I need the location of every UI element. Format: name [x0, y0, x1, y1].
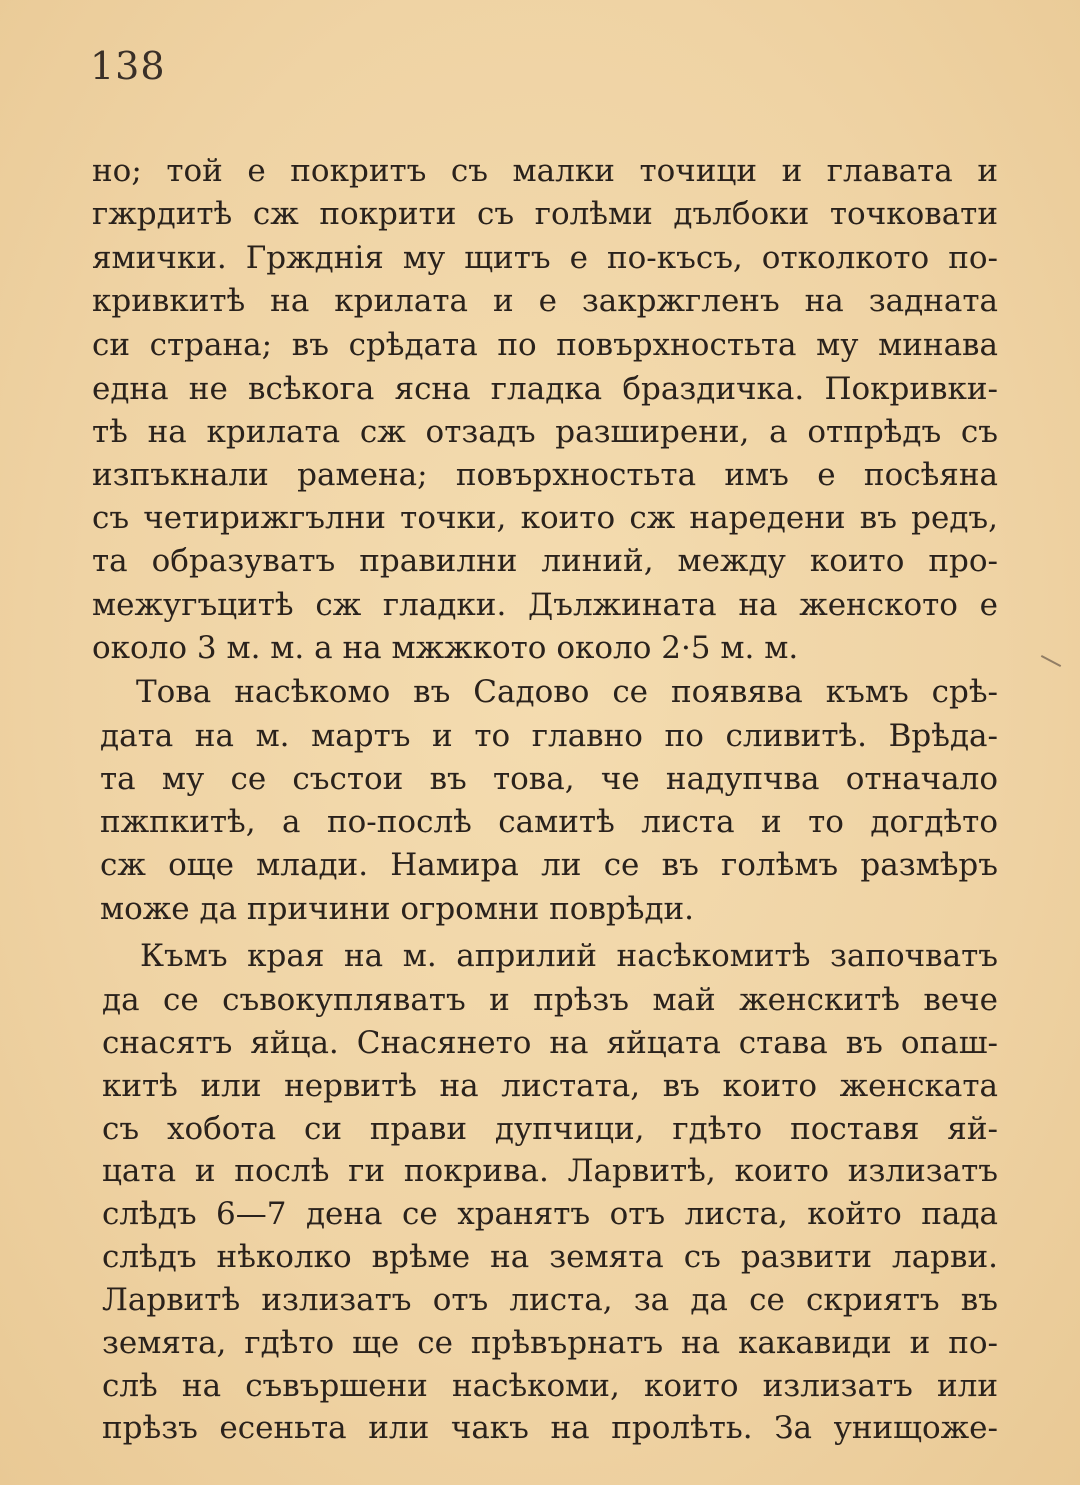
- margin-mark: [1041, 655, 1061, 667]
- text-line: слѣ на съвършени насѣкоми, които излизатъ или: [102, 1368, 998, 1404]
- text-line: но; той е покритъ съ малки точици и главата и: [92, 153, 998, 189]
- text-line: прѣзъ есеньта или чакъ на пролѣть. За унищоже-: [102, 1410, 998, 1446]
- text-line: земята, гдѣто ще се прѣвърнатъ на какавиди и по-: [102, 1325, 998, 1361]
- text-line: гжрдитѣ сж покрити съ голѣми дълбоки точковати: [92, 196, 998, 232]
- text-line: снасятъ яйца. Снасянето на яйцата става въ опаш-: [102, 1025, 998, 1061]
- text-line: съ хобота си прави дупчици, гдѣто поставя яй-: [102, 1111, 998, 1147]
- text-line: китѣ или нервитѣ на листата, въ които женската: [102, 1068, 998, 1104]
- text-line: Къмъ края на м. априлий насѣкомитѣ започватъ: [140, 938, 998, 974]
- text-line: кривкитѣ на крилата и е закржгленъ на задната: [92, 283, 998, 319]
- text-line: си страна; въ срѣдата по повърхностьта му минава: [92, 327, 998, 363]
- text-line: около 3 м. м. а на мжжкото около 2·5 м. м.: [92, 630, 799, 666]
- text-line: дата на м. мартъ и то главно по сливитѣ. Врѣда-: [100, 718, 998, 754]
- text-line: та му се състои въ това, че надупчва отначало: [100, 761, 998, 797]
- text-line: сж още млади. Намира ли се въ голѣмъ размѣръ: [100, 847, 998, 883]
- page-number: 138: [90, 44, 166, 88]
- text-line: тѣ на крилата сж отзадъ разширени, а отпрѣдъ съ: [92, 414, 998, 450]
- text-line: една не всѣкога ясна гладка браздичка. Покривки-: [92, 371, 998, 407]
- text-line: слѣдъ нѣколко врѣме на земята съ развити ларви.: [102, 1239, 998, 1275]
- text-line: ямички. Гржднія му щитъ е по-късъ, отколкото по-: [92, 240, 998, 276]
- text-line: изпъкнали рамена; повърхностьта имъ е посѣяна: [92, 457, 998, 493]
- text-line: може да причини огромни поврѣди.: [100, 891, 695, 927]
- text-line: пжпкитѣ, а по-послѣ самитѣ листа и то догдѣто: [100, 804, 998, 840]
- text-line: та образуватъ правилни линий, между които про-: [92, 543, 998, 579]
- text-line: межугъцитѣ сж гладки. Дължината на женското е: [92, 587, 998, 623]
- text-line: слѣдъ 6—7 дена се хранятъ отъ листа, който пада: [102, 1196, 998, 1232]
- text-line: Това насѣкомо въ Садово се появява къмъ срѣ-: [136, 674, 998, 710]
- text-line: съ четирижгълни точки, които сж наредени въ редъ,: [92, 500, 998, 536]
- text-line: да се съвокупляватъ и прѣзъ май женскитѣ вече: [102, 982, 998, 1018]
- text-line: цата и послѣ ги покрива. Ларвитѣ, които излизатъ: [102, 1153, 998, 1189]
- text-line: Ларвитѣ излизатъ отъ листа, за да се скриятъ въ: [102, 1282, 998, 1318]
